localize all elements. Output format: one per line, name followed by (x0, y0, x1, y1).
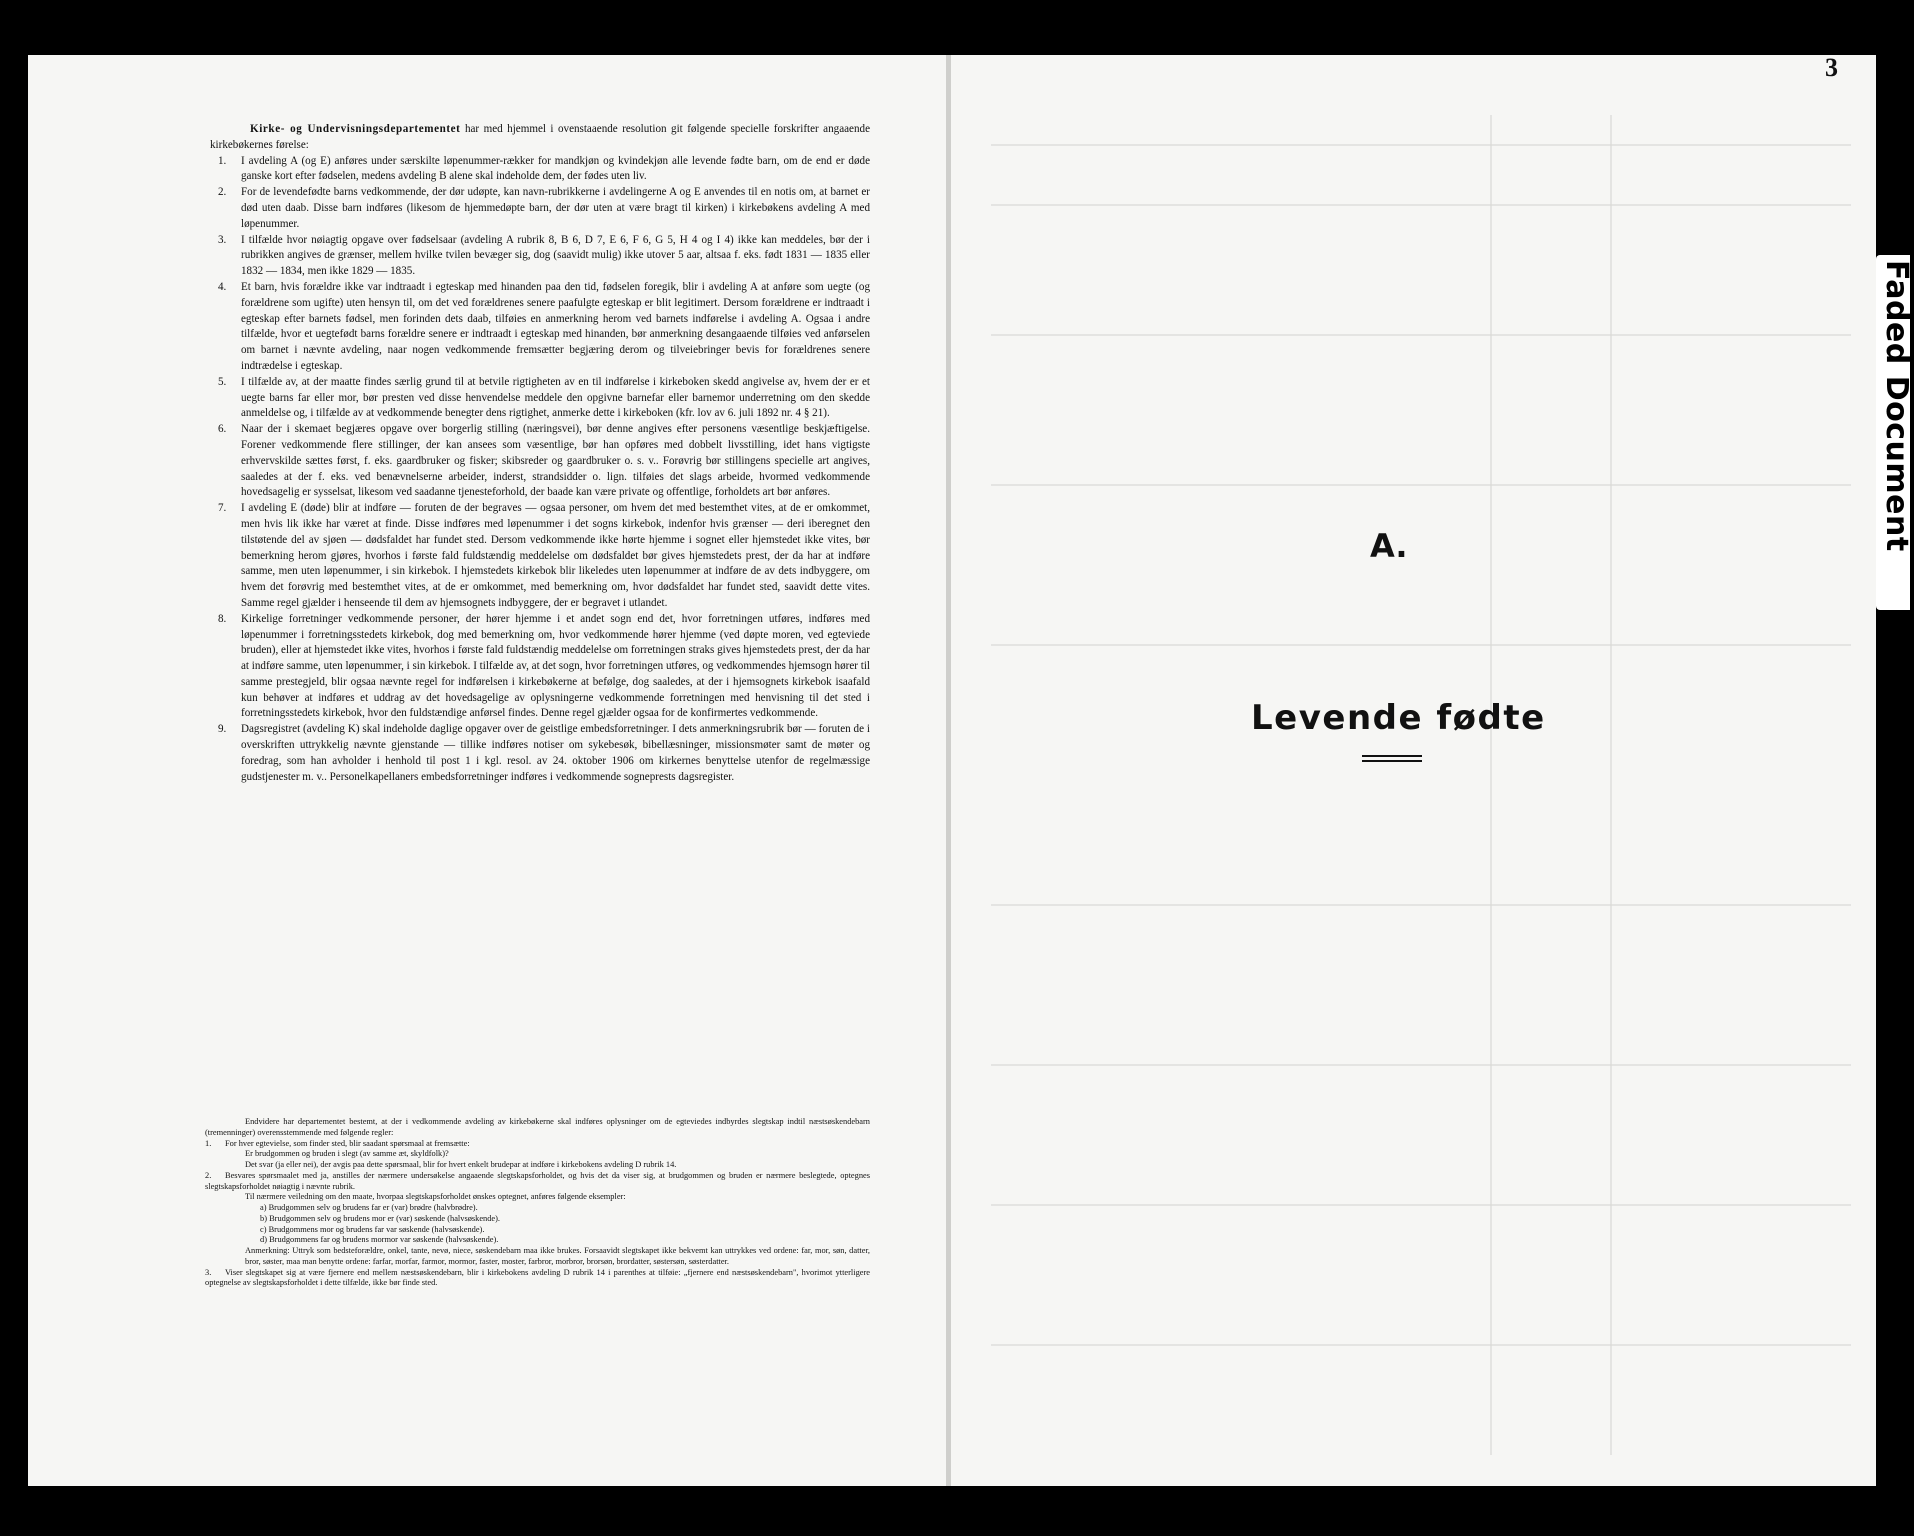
item-number: 8. (218, 612, 227, 625)
item-text: For de levendefødte barns vedkommende, der dør udøpte, kan navn-rubrikkerne i avdelingerne A og E anvendes til en notis om, at barnet er død uten daab. Disse barn indføres (likesom de hjemmedøpte barn, der dør uten at være bragt til kirken) i kirkebøkens avdeling A med løpenummer. (241, 186, 870, 230)
item-text: I tilfælde hvor nøiagtig opgave over fødselsaar (avdeling A rubrik 8, B 6, D 7, E 6, F 6, G 5, H 4 og I 4) ikke kan meddeles, bør der i rubrikken angives de grænser, mellem hvilke tvilen bevæger sig, dog (saavidt mulig) ikke utover 5 aar, altsaa f. eks. født 1831 — 1835 eller 1832 — 1834, men ikke 1829 — 1835. (241, 233, 870, 278)
section-letter: A. (1370, 527, 1408, 565)
note-example: d) Brudgommens far og brudens mormor var søskende (halvsøskende). (260, 1235, 499, 1245)
item-text: Naar der i skemaet begjæres opgave over borgerlig stilling (næringsvei), bør denne angives efter personens væsentlige beskjæftigelse. Forener vedkommende flere stillinger, der kan ansees som væsentlige, bør han opføres med dobbelt livsstilling, idet hans vigtigste erhvervskilde sættes først, f. eks. gaardbruker og fisker; skibsreder og gaardbruker o. s. v.. Forøvrig bør stillingens specielle art angives, saaledes at der f. eks. ved benævnelserne arbeider, inderst, strandsidder o. lign. tilføies det slags arbeide, hvormed vedkommende hovedsagelig er sysselsat, likesom ved saadanne tjenesteforhold, der baade kan være private og offentlige, forholdets art bør anføres. (241, 423, 870, 499)
decree-item (210, 233, 870, 280)
decree-item (210, 154, 870, 186)
note-question: Er brudgommen og bruden i slegt (av samme æt, skyldfolk)? (245, 1149, 449, 1159)
note-remark-label: Anmerkning: (245, 1246, 290, 1255)
decree-item (210, 612, 870, 723)
note-paragraph (205, 1171, 870, 1193)
note-intro: Endvidere har departementet bestemt, at der i vedkommende avdeling av kirkebøkerne skal indføres oplysninger om de egteviedes indbyrdes slegtskap indtil næstsøskendebarn (tremenninger) overensstemmende med følgende regler: (205, 1117, 870, 1137)
note-text: Besvares spørsmaalet med ja, anstilles der nærmere undersøkelse angaaende slegtskapsforholdet, og hvis det da viser sig, at brudgommen og bruden er nærmere beslegtede, optegnes slegtskapsforholdet nøiagtig i nævnte rubrik. (205, 1170, 870, 1191)
note-paragraph (205, 1139, 870, 1150)
note-example: b) Brudgommen selv og brudens mor er (var) søskende (halvsøskende). (260, 1213, 501, 1223)
item-number: 2. (218, 186, 227, 199)
item-number: 9. (218, 723, 227, 736)
decree-items (210, 154, 870, 786)
kinship-note (205, 1117, 870, 1289)
item-number: 4. (218, 280, 227, 293)
note-answer: Det svar (ja eller nei), der avgis paa dette spørsmaal, blir for hvert enkelt brudepar at indføre i kirkebokens avdeling D rubrik 14. (245, 1160, 677, 1169)
item-number: 7. (218, 502, 227, 515)
note-number: 1. (205, 1138, 212, 1148)
faded-document-tab (1876, 255, 1914, 610)
item-text: Et barn, hvis forældre ikke var indtraadt i egteskap med hinanden paa den tid, fødselen foregik, blir i avdeling A at anføre som uegte (og forældrene som ugifte) uten hensyn til, om det ved forældrenes senere paafulgte egteskap er blit legitimert. Dersom forældrene er indtraadt i egteskap efter barnets fødsel, men forinden dets daab, tilføies en anmerkning herom ved barnets indførelse i avdeling A. Ogsaa i andre tilfælde, hvor et uegtefødt barns forældre senere er indtraadt i egteskap med hinanden, bør anmerkning desangaaende tilføies ved anførselen om barnet i nævnte avdeling, naar nogen vedkommende fremsætter begjæring derom og tilveiebringer bevis for forældrenes senere indtrædelse i egteskap. (241, 280, 870, 372)
title-underline (1362, 760, 1422, 762)
decree-intro-text: har med hjemmel i ovenstaaende resolution git følgende specielle forskrifter angaaende kirkebøkernes førelse: (210, 123, 870, 151)
title-underline (1362, 755, 1422, 757)
decree-item (210, 375, 870, 422)
decree-item (210, 422, 870, 501)
section-title: Levende fødte (1251, 698, 1546, 738)
page-number: 3 (1825, 53, 1838, 82)
item-number: 1. (218, 154, 227, 167)
note-examples-intro: Til nærmere veiledning om den maate, hvorpaa slegtskapsforholdet ønskes optegnet, anføres følgende eksempler: (245, 1192, 626, 1202)
item-text: I avdeling A (og E) anføres under særskilte løpenummer-rækker for mandkjøn og kvindekjøn alle levende fødte barn, om de end er døde ganske kort efter fødselen, medens avdeling B alene skal indeholde dem, der fødes uten liv. (241, 154, 870, 183)
item-text: I avdeling E (døde) blir at indføre — foruten de der begraves — ogsaa personer, om hvem det med bestemthet vites, at de er omkommet, men hvis lik ikke har været at finde. Disse indføres med løpenummer i det sogns kirkebok, indenfor hvis grænser — deri iberegnet den tilstøtende del av sjøen — dødsfaldet har fundet sted. Dersom vedkommende ikke hørte hjemme i sognet eller hjemstedet ikke vites, bør bemerkning herom gjøres, hvorhos i første fald fuldstændig meddelelse om dødsfaldet bør gives hjemstedets prest, der da har at indføre samme, men uten løpenummer, i sin kirkebok. I hjemstedets kirkebok blir likeledes uten løpenummer at indføre de av dets indbyggere, om hvem det forøvrig med bestemthet vites, at de er omkommet, med bemerkning om, hvor dødsfaldet har fundet sted, saavidt dette vites. Samme regel gjælder i henseende til dem av hjemsognets indbyggere, der er begravet i utlandet. (241, 502, 870, 609)
note-number: 3. (205, 1267, 212, 1277)
item-text: Kirkelige forretninger vedkommende personer, der hører hjemme i et andet sogn end det, hvor forretningen utføres, indføres med løpenummer i forretningsstedets kirkebok, dog med bemerkning om, hvor vedkommende hører hjemme (ved døpte moren, ved egteviede bruden), eller at hjemstedet ikke vites, hvorhos i første fald fuldstændig meddelelse om forretningen straks gives hjemstedets prest, der da har at indføre samme, uten løpenummer, i sin kirkebok. I tilfælde av, at det sogn, hvor forretningen utføres, og vedkommendes hjemsogn hører til samme prestegjeld, blir ogsaa nævnte regel for indførelsen i kirkebøkerne at befølge, dog saaledes, at der i hjemsognets kirkebok isaafald kun behøver at indføres et uddrag av det hovedsagelige av oplysningerne vedkommende forretningen med henvisning til det sted i forretningsstedets kirkebok, hvor den fuldstændige anførsel findes. Denne regel gjælder ogsaa for de konfirmertes vedkommende. (241, 612, 870, 720)
note-text: Viser slegtskapet sig at være fjernere end mellem næstsøskendebarn, blir i kirkebokens avdeling D rubrik 14 i parenthes at tilføie: „fjernere end næstsøskendebarn", hvorimot ytterligere optegnelse av slegtskapsforholdet i dette tilfælde, ikke bør finde sted. (205, 1267, 870, 1288)
decree-item (210, 280, 870, 375)
item-text: Dagsregistret (avdeling K) skal indeholde daglige opgaver over de geistlige embedsforretninger. I dets anmerkningsrubrik bør — foruten de i overskriften uttrykkelig nævnte gjenstande — tillike indføres notiser om sykebesøk, bibellæsninger, missionsmøter samt de møter og foredrag, som han avholder i henhold til post 1 i kgl. resol. av 24. oktober 1906 om kirkernes benyttelse utenfor de regelmæssige gudstjenester m. v.. Personelkapellaners embedsforretninger indføres i vedkommende sogneprests dagsregister. (241, 723, 870, 783)
decree-item (210, 501, 870, 612)
note-remark (205, 1246, 870, 1268)
item-text: I tilfælde av, at der maatte findes særlig grund til at betvile rigtigheten av en til indførelse i kirkeboken skedd angivelse av, hvem der er et uegte barns far eller mor, bør presten ved disse henvendelse meddele den opgivne barnefar eller barnemor underretning om den skedde anmeldelse og, i tilfælde av at vedkommende benegter dens rigtighet, anmerke dette i kirkeboken (kfr. lov av 6. juli 1892 nr. 4 § 21). (241, 375, 870, 420)
note-text: For hver egtevielse, som finder sted, blir saadant spørsmaal at fremsætte: (225, 1138, 470, 1148)
note-paragraph (205, 1268, 870, 1290)
decree-text (210, 122, 870, 785)
decree-item (210, 722, 870, 785)
item-number: 6. (218, 423, 227, 436)
decree-intro (210, 122, 870, 154)
bleed-through-ledger (951, 55, 1876, 1486)
item-number: 3. (218, 233, 227, 246)
decree-item (210, 185, 870, 232)
note-example: a) Brudgommen selv og brudens far er (var) brødre (halvbrødre). (260, 1203, 478, 1212)
note-number: 2. (205, 1170, 212, 1180)
faded-document-label: Faded Document (1879, 260, 1914, 552)
note-example: c) Brudgommens mor og brudens far var søskende (halvsøskende). (260, 1224, 485, 1234)
item-number: 5. (218, 375, 227, 388)
note-remark-text: Uttryk som bedsteforældre, onkel, tante, nevø, niece, søskendebarn maa ikke brukes. Forsaavidt slegtskapet ikke bekvemt kan uttrykkes ved ordene: far, mor, søn, datter, bror, søster, maa man benytte ordene: farfar, morfar, farmor, mormor, faster, moster, farbror, morbror, brorsøn, brordatter, søstersøn, søsterdatter. (245, 1246, 870, 1266)
decree-intro-heading: Kirke- og Undervisningsdepartementet (250, 123, 461, 135)
